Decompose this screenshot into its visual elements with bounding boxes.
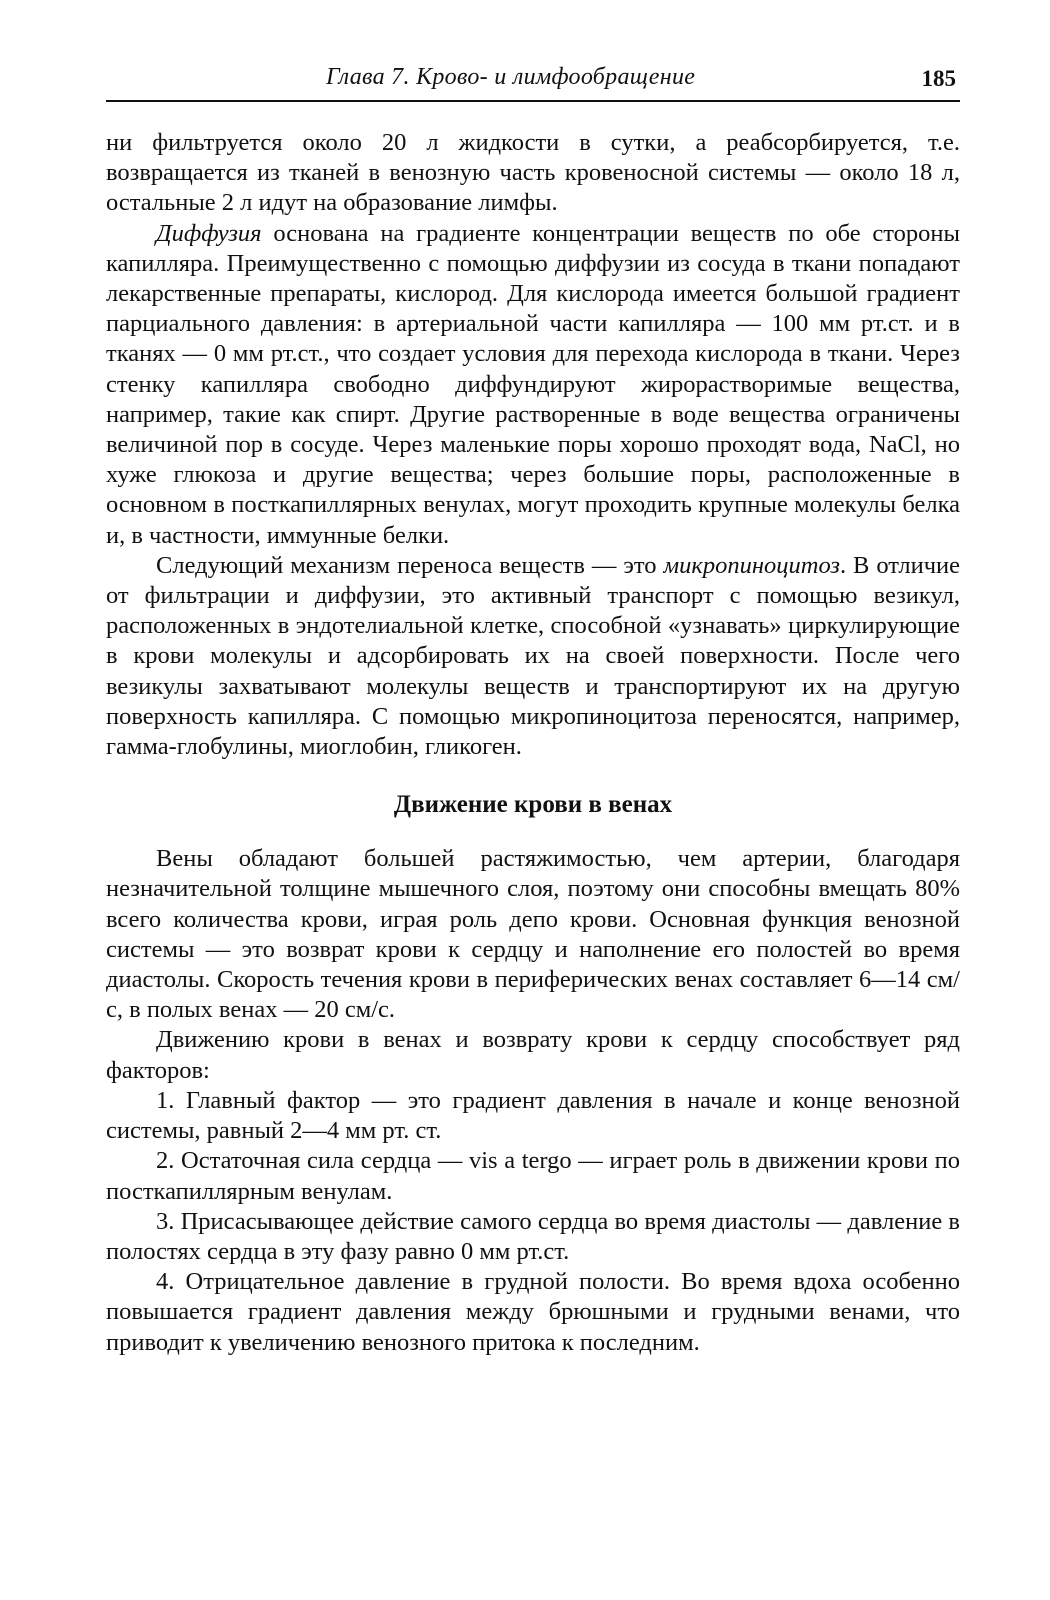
factor-item: 2. Остаточная сила сердца — vis a tergo — играет роль в движении крови по посткапиллярным венулам. xyxy=(106,1147,960,1205)
micropinocytosis-text: . В отличие от фильтрации и диффузии, это активный транспорт с помощью везикул, расположенных в эндотелиальной клетке, способной «узнавать» циркулирующие в крови молекулы и адсорбировать их на своей поверхности. После чего везикулы захватывают молекулы веществ и транспортируют их на другую поверхность капилляра. С помощью микропиноцитоза переносятся, например, гамма-глобулины, миоглобин, гликоген. xyxy=(106,551,960,761)
paragraph-factors-intro: Движению крови в венах и возврату крови к сердцу способствует ряд факторов: xyxy=(106,1026,960,1084)
factor-item: 3. Присасывающее действие самого сердца во время диастолы — давление в полостях сердца в эту фазу равно 0 мм рт.ст. xyxy=(106,1207,960,1265)
diffusion-text: основана на градиенте концентрации веществ по обе стороны капилляра. Преимущественно с помощью диффузии из сосуда в ткани попадают лекарственные препараты, кислород. Для кислорода имеется большой градиент парциального давления: в артериальной части капилляра — 100 мм рт.ст. и в тканях — 0 мм рт.ст., что создает условия для перехода кислорода в ткани. Через стенку капилляра свободно диффундируют жирорастворимые вещества, например, такие как спирт. Другие растворенные в воде вещества ограничены величиной пор в сосуде. Через маленькие поры хорошо проходят вода, NaCl, но хуже глюкоза и другие вещества; через большие поры, расположенные в основном в посткапиллярных венулах, могут проходить крупные молекулы белка и, в частности, иммунные белки. xyxy=(106,219,960,549)
page-number: 185 xyxy=(921,66,956,91)
paragraph-micropinocytosis xyxy=(106,551,960,762)
term-diffusion: Диффузия xyxy=(156,219,262,247)
factor-item: 4. Отрицательное давление в грудной полости. Во время вдоха особенно повышается градиент давления между брюшными и грудными венами, что приводит к увеличению венозного притока к последним. xyxy=(106,1268,960,1356)
chapter-title: Глава 7. Крово- и лимфообращение xyxy=(326,64,696,90)
paragraph-filtration-end: ни фильтруется около 20 л жидкости в сутки, а реабсорбируется, т.е. возвращается из тканей в венозную часть кровеносной системы — около 18 л, остальные 2 л идут на образование лимфы. xyxy=(106,129,960,217)
factor-item: 1. Главный фактор — это градиент давления в начале и конце венозной системы, равный 2—4 мм рт. ст. xyxy=(106,1086,960,1145)
page-body xyxy=(106,128,960,1358)
paragraph-diffusion xyxy=(106,219,960,551)
running-header xyxy=(106,60,960,102)
paragraph-veins: Вены обладают большей растяжимостью, чем артерии, благодаря незначительной толщине мышечного слоя, поэтому они способны вмещать 80% всего количества крови, играя роль депо крови. Основная функция венозной системы — это возврат крови к сердцу и наполнение его полостей во время диастолы. Скорость течения крови в периферических венах составляет 6—14 см/с, в полых венах — 20 см/с. xyxy=(106,845,960,1024)
term-micropinocytosis: микропиноцитоз xyxy=(663,551,840,579)
section-heading: Движение крови в венах xyxy=(393,791,673,819)
micropinocytosis-lead: Следующий механизм переноса веществ — это xyxy=(156,551,664,579)
